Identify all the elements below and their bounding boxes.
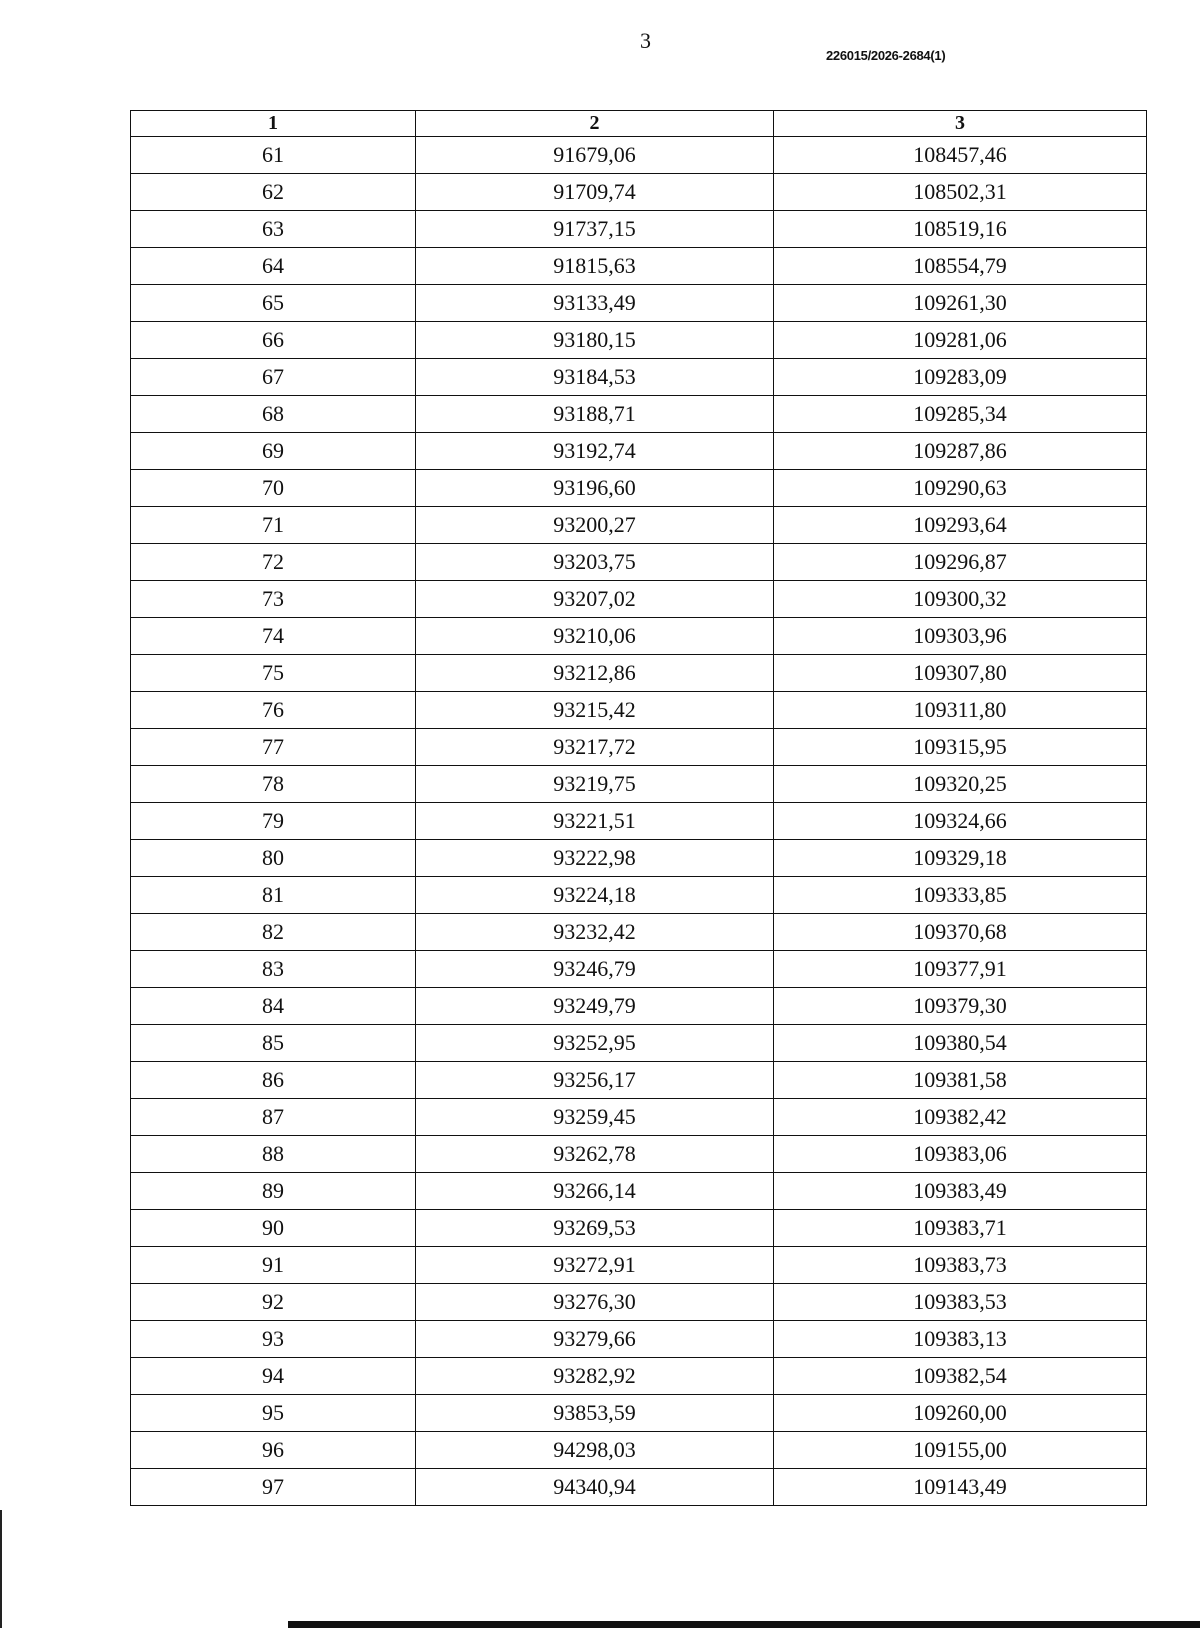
table-row bbox=[131, 248, 1147, 285]
point-number-cell: 79 bbox=[131, 803, 416, 840]
table-row bbox=[131, 766, 1147, 803]
point-number-cell: 82 bbox=[131, 914, 416, 951]
point-number-cell: 93 bbox=[131, 1321, 416, 1358]
table-row bbox=[131, 1025, 1147, 1062]
x-coordinate-cell: 93212,86 bbox=[416, 655, 774, 692]
x-coordinate-cell: 93200,27 bbox=[416, 507, 774, 544]
x-coordinate-cell: 93192,74 bbox=[416, 433, 774, 470]
point-number-cell: 86 bbox=[131, 1062, 416, 1099]
point-number-cell: 91 bbox=[131, 1247, 416, 1284]
y-coordinate-cell: 109281,06 bbox=[774, 322, 1147, 359]
x-coordinate-cell: 93221,51 bbox=[416, 803, 774, 840]
x-coordinate-cell: 93276,30 bbox=[416, 1284, 774, 1321]
table-row bbox=[131, 174, 1147, 211]
x-coordinate-cell: 93133,49 bbox=[416, 285, 774, 322]
point-number-cell: 85 bbox=[131, 1025, 416, 1062]
y-coordinate-cell: 109296,87 bbox=[774, 544, 1147, 581]
table-row bbox=[131, 1432, 1147, 1469]
table-row bbox=[131, 803, 1147, 840]
y-coordinate-cell: 109307,80 bbox=[774, 655, 1147, 692]
point-number-cell: 62 bbox=[131, 174, 416, 211]
point-number-cell: 71 bbox=[131, 507, 416, 544]
y-coordinate-cell: 109260,00 bbox=[774, 1395, 1147, 1432]
x-coordinate-cell: 93246,79 bbox=[416, 951, 774, 988]
table-row bbox=[131, 1321, 1147, 1358]
point-number-cell: 90 bbox=[131, 1210, 416, 1247]
point-number-cell: 64 bbox=[131, 248, 416, 285]
y-coordinate-cell: 109379,30 bbox=[774, 988, 1147, 1025]
table-row bbox=[131, 1173, 1147, 1210]
point-number-cell: 77 bbox=[131, 729, 416, 766]
x-coordinate-cell: 93266,14 bbox=[416, 1173, 774, 1210]
table-row bbox=[131, 951, 1147, 988]
x-coordinate-cell: 94340,94 bbox=[416, 1469, 774, 1506]
y-coordinate-cell: 109285,34 bbox=[774, 396, 1147, 433]
y-coordinate-cell: 109383,53 bbox=[774, 1284, 1147, 1321]
y-coordinate-cell: 109377,91 bbox=[774, 951, 1147, 988]
point-number-cell: 87 bbox=[131, 1099, 416, 1136]
x-coordinate-cell: 93210,06 bbox=[416, 618, 774, 655]
point-number-cell: 69 bbox=[131, 433, 416, 470]
table-row bbox=[131, 618, 1147, 655]
x-coordinate-cell: 93188,71 bbox=[416, 396, 774, 433]
x-coordinate-cell: 93232,42 bbox=[416, 914, 774, 951]
y-coordinate-cell: 109383,49 bbox=[774, 1173, 1147, 1210]
table-row bbox=[131, 1358, 1147, 1395]
y-coordinate-cell: 109283,09 bbox=[774, 359, 1147, 396]
x-coordinate-cell: 93282,92 bbox=[416, 1358, 774, 1395]
y-coordinate-cell: 109300,32 bbox=[774, 581, 1147, 618]
point-number-cell: 73 bbox=[131, 581, 416, 618]
point-number-cell: 89 bbox=[131, 1173, 416, 1210]
table-row bbox=[131, 1210, 1147, 1247]
coordinates-table bbox=[130, 110, 1147, 1506]
y-coordinate-cell: 109320,25 bbox=[774, 766, 1147, 803]
y-coordinate-cell: 109370,68 bbox=[774, 914, 1147, 951]
y-coordinate-cell: 109383,06 bbox=[774, 1136, 1147, 1173]
scan-edge-mark bbox=[0, 1510, 2, 1628]
x-coordinate-cell: 93207,02 bbox=[416, 581, 774, 618]
y-coordinate-cell: 109333,85 bbox=[774, 877, 1147, 914]
y-coordinate-cell: 109383,13 bbox=[774, 1321, 1147, 1358]
y-coordinate-cell: 109382,54 bbox=[774, 1358, 1147, 1395]
point-number-cell: 76 bbox=[131, 692, 416, 729]
y-coordinate-cell: 108519,16 bbox=[774, 211, 1147, 248]
point-number-cell: 81 bbox=[131, 877, 416, 914]
x-coordinate-cell: 93249,79 bbox=[416, 988, 774, 1025]
x-coordinate-cell: 91737,15 bbox=[416, 211, 774, 248]
y-coordinate-cell: 109383,73 bbox=[774, 1247, 1147, 1284]
y-coordinate-cell: 109324,66 bbox=[774, 803, 1147, 840]
table-row bbox=[131, 470, 1147, 507]
document-reference: 226015/2026-2684(1) bbox=[826, 48, 946, 63]
y-coordinate-cell: 109329,18 bbox=[774, 840, 1147, 877]
x-coordinate-cell: 93252,95 bbox=[416, 1025, 774, 1062]
point-number-cell: 96 bbox=[131, 1432, 416, 1469]
page-number: 3 bbox=[640, 28, 651, 53]
y-coordinate-cell: 109143,49 bbox=[774, 1469, 1147, 1506]
point-number-cell: 63 bbox=[131, 211, 416, 248]
point-number-cell: 72 bbox=[131, 544, 416, 581]
x-coordinate-cell: 93269,53 bbox=[416, 1210, 774, 1247]
point-number-cell: 61 bbox=[131, 137, 416, 174]
x-coordinate-cell: 93853,59 bbox=[416, 1395, 774, 1432]
x-coordinate-cell: 93196,60 bbox=[416, 470, 774, 507]
table-row bbox=[131, 137, 1147, 174]
header-cell-2: 2 bbox=[416, 111, 774, 137]
point-number-cell: 70 bbox=[131, 470, 416, 507]
scan-bottom-bar bbox=[288, 1621, 1200, 1628]
y-coordinate-cell: 108502,31 bbox=[774, 174, 1147, 211]
point-number-cell: 84 bbox=[131, 988, 416, 1025]
x-coordinate-cell: 91709,74 bbox=[416, 174, 774, 211]
x-coordinate-cell: 93203,75 bbox=[416, 544, 774, 581]
table-row bbox=[131, 1395, 1147, 1432]
y-coordinate-cell: 109303,96 bbox=[774, 618, 1147, 655]
y-coordinate-cell: 109290,63 bbox=[774, 470, 1147, 507]
point-number-cell: 75 bbox=[131, 655, 416, 692]
table-row bbox=[131, 544, 1147, 581]
x-coordinate-cell: 93259,45 bbox=[416, 1099, 774, 1136]
table-header-row bbox=[131, 111, 1147, 137]
table-row bbox=[131, 655, 1147, 692]
x-coordinate-cell: 91679,06 bbox=[416, 137, 774, 174]
table-row bbox=[131, 211, 1147, 248]
table-row bbox=[131, 914, 1147, 951]
table-row bbox=[131, 692, 1147, 729]
table-row bbox=[131, 359, 1147, 396]
header-cell-3: 3 bbox=[774, 111, 1147, 137]
y-coordinate-cell: 109311,80 bbox=[774, 692, 1147, 729]
table-row bbox=[131, 396, 1147, 433]
table-row bbox=[131, 433, 1147, 470]
table-row bbox=[131, 877, 1147, 914]
header-cell-1: 1 bbox=[131, 111, 416, 137]
x-coordinate-cell: 93184,53 bbox=[416, 359, 774, 396]
point-number-cell: 74 bbox=[131, 618, 416, 655]
table-row bbox=[131, 729, 1147, 766]
point-number-cell: 66 bbox=[131, 322, 416, 359]
y-coordinate-cell: 109382,42 bbox=[774, 1099, 1147, 1136]
y-coordinate-cell: 108457,46 bbox=[774, 137, 1147, 174]
point-number-cell: 78 bbox=[131, 766, 416, 803]
x-coordinate-cell: 93279,66 bbox=[416, 1321, 774, 1358]
table-row bbox=[131, 840, 1147, 877]
x-coordinate-cell: 93224,18 bbox=[416, 877, 774, 914]
point-number-cell: 67 bbox=[131, 359, 416, 396]
table-row bbox=[131, 285, 1147, 322]
table-row bbox=[131, 988, 1147, 1025]
point-number-cell: 65 bbox=[131, 285, 416, 322]
point-number-cell: 94 bbox=[131, 1358, 416, 1395]
point-number-cell: 80 bbox=[131, 840, 416, 877]
table-row bbox=[131, 1247, 1147, 1284]
point-number-cell: 95 bbox=[131, 1395, 416, 1432]
point-number-cell: 68 bbox=[131, 396, 416, 433]
x-coordinate-cell: 93222,98 bbox=[416, 840, 774, 877]
y-coordinate-cell: 108554,79 bbox=[774, 248, 1147, 285]
y-coordinate-cell: 109380,54 bbox=[774, 1025, 1147, 1062]
x-coordinate-cell: 93272,91 bbox=[416, 1247, 774, 1284]
table-row bbox=[131, 1062, 1147, 1099]
x-coordinate-cell: 93217,72 bbox=[416, 729, 774, 766]
table-row bbox=[131, 322, 1147, 359]
x-coordinate-cell: 93256,17 bbox=[416, 1062, 774, 1099]
point-number-cell: 97 bbox=[131, 1469, 416, 1506]
table-row bbox=[131, 581, 1147, 618]
y-coordinate-cell: 109381,58 bbox=[774, 1062, 1147, 1099]
y-coordinate-cell: 109315,95 bbox=[774, 729, 1147, 766]
x-coordinate-cell: 93180,15 bbox=[416, 322, 774, 359]
y-coordinate-cell: 109261,30 bbox=[774, 285, 1147, 322]
table-row bbox=[131, 507, 1147, 544]
point-number-cell: 92 bbox=[131, 1284, 416, 1321]
point-number-cell: 83 bbox=[131, 951, 416, 988]
x-coordinate-cell: 93219,75 bbox=[416, 766, 774, 803]
y-coordinate-cell: 109383,71 bbox=[774, 1210, 1147, 1247]
point-number-cell: 88 bbox=[131, 1136, 416, 1173]
table-body bbox=[131, 137, 1147, 1506]
x-coordinate-cell: 91815,63 bbox=[416, 248, 774, 285]
table-row bbox=[131, 1284, 1147, 1321]
x-coordinate-cell: 93262,78 bbox=[416, 1136, 774, 1173]
y-coordinate-cell: 109293,64 bbox=[774, 507, 1147, 544]
x-coordinate-cell: 94298,03 bbox=[416, 1432, 774, 1469]
x-coordinate-cell: 93215,42 bbox=[416, 692, 774, 729]
y-coordinate-cell: 109155,00 bbox=[774, 1432, 1147, 1469]
table-row bbox=[131, 1136, 1147, 1173]
y-coordinate-cell: 109287,86 bbox=[774, 433, 1147, 470]
table-row bbox=[131, 1469, 1147, 1506]
table-row bbox=[131, 1099, 1147, 1136]
